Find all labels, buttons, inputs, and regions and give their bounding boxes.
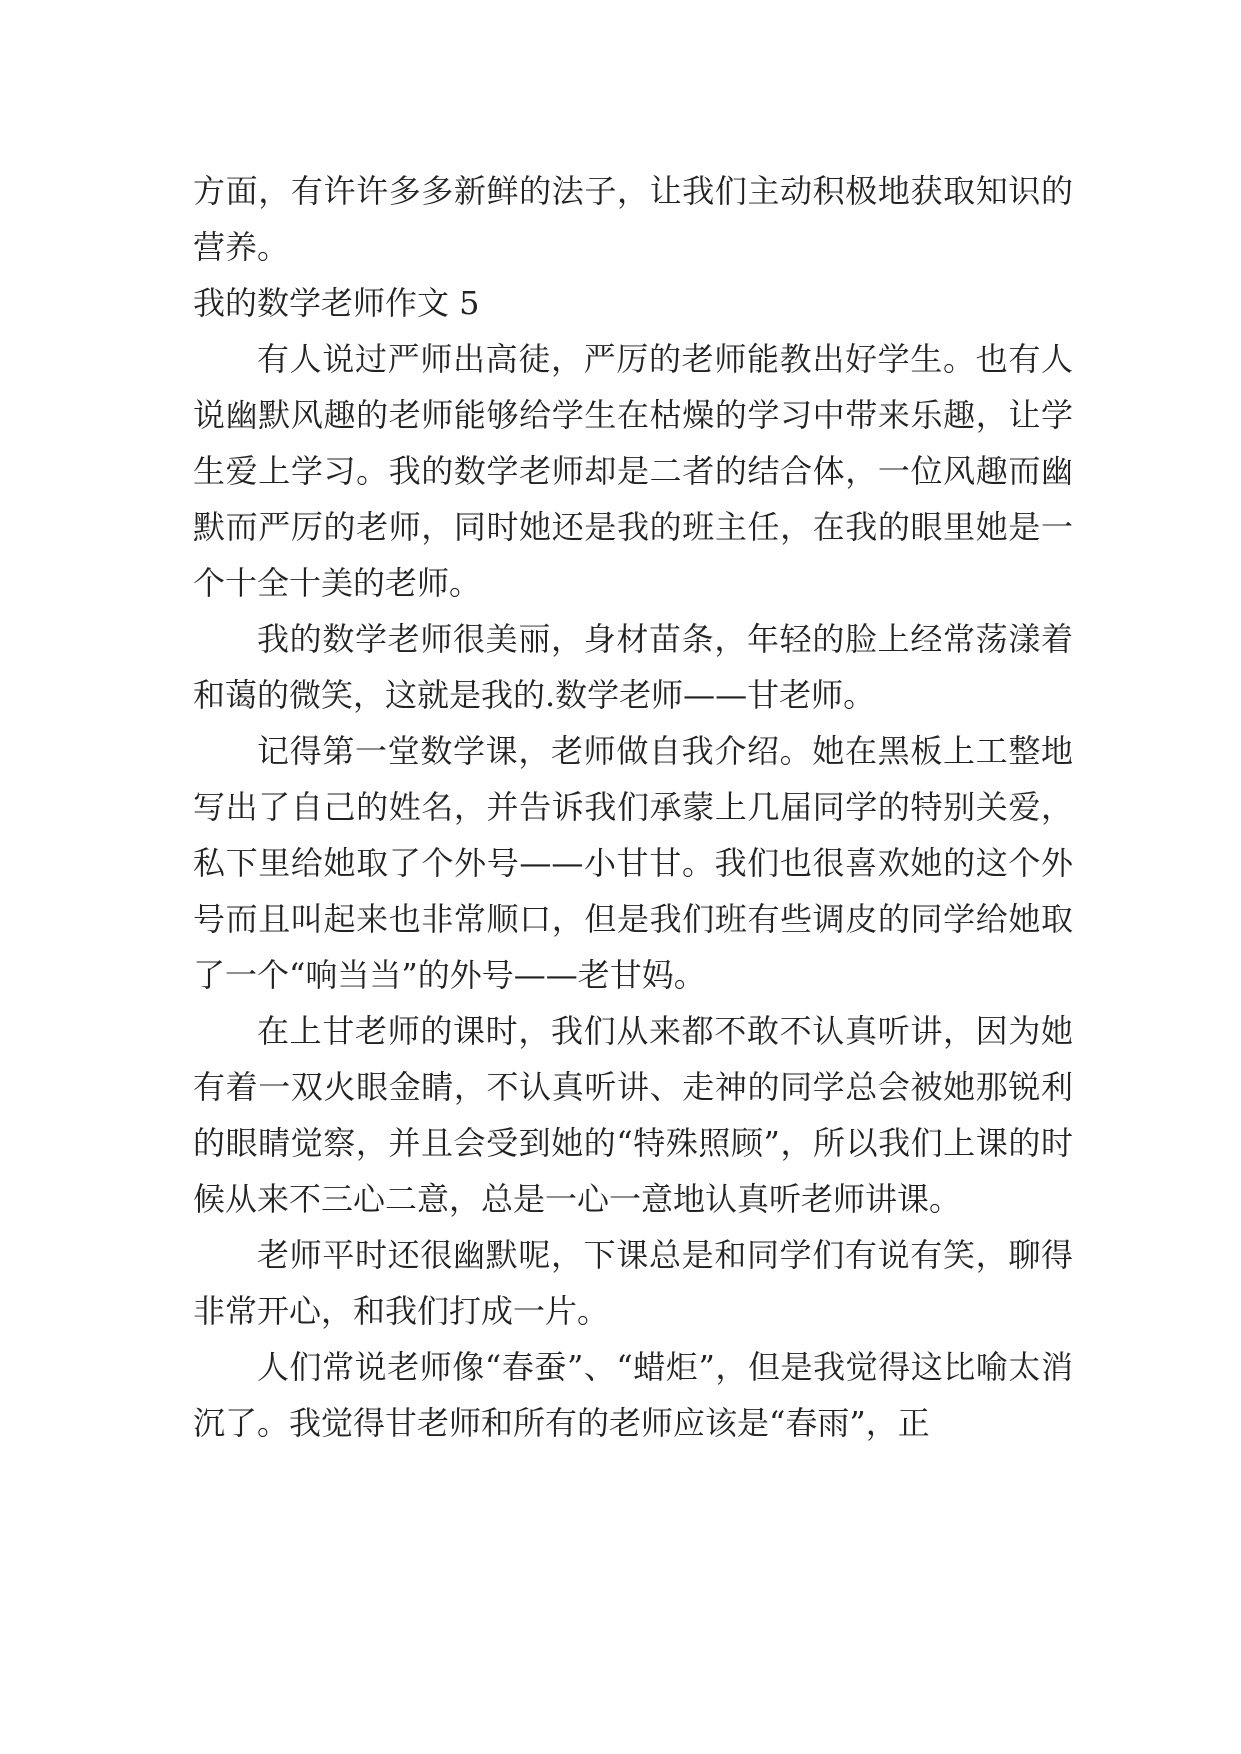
paragraph: 记得第一堂数学课，老师做自我介绍。她在黑板上工整地写出了自己的姓名，并告诉我们承蒙上几届同学的特别关爱，私下里给她取了个外号——小甘甘。我们也很喜欢她的这个外号而且叫起来也非常顺口，但是我们班有些调皮的同学给她取了一个“响当当”的外号——老甘妈。 — [193, 732, 1073, 994]
paragraph: 我的数学老师很美丽，身材苗条，年轻的脸上经常荡漾着和蔼的微笑，这就是我的.数学老师——甘老师。 — [193, 620, 1073, 714]
continuation-paragraph: 方面，有许许多多新鲜的法子，让我们主动积极地获取知识的营养。 — [193, 172, 1073, 266]
paragraph: 在上甘老师的课时，我们从来都不敢不认真听讲，因为她有着一双火眼金睛，不认真听讲、走神的同学总会被她那锐利的眼睛觉察，并且会受到她的“特殊照顾”，所以我们上课的时候从来不三心二意，总是一心一意地认真听老师讲课。 — [193, 1012, 1073, 1218]
paragraph: 有人说过严师出高徒，严厉的老师能教出好学生。也有人说幽默风趣的老师能够给学生在枯燥的学习中带来乐趣，让学生爱上学习。我的数学老师却是二者的结合体，一位风趣而幽默而严厉的老师，同时她还是我的班主任，在我的眼里她是一个十全十美的老师。 — [193, 340, 1073, 602]
document-body — [193, 163, 1073, 1451]
essay-title: 我的数学老师作文 5 — [193, 284, 480, 322]
paragraph: 老师平时还很幽默呢，下课总是和同学们有说有笑，聊得非常开心，和我们打成一片。 — [193, 1236, 1073, 1330]
paragraph: 人们常说老师像“春蚕”、“蜡炬”，但是我觉得这比喻太消沉了。我觉得甘老师和所有的老师应该是“春雨”，正 — [193, 1348, 1073, 1442]
